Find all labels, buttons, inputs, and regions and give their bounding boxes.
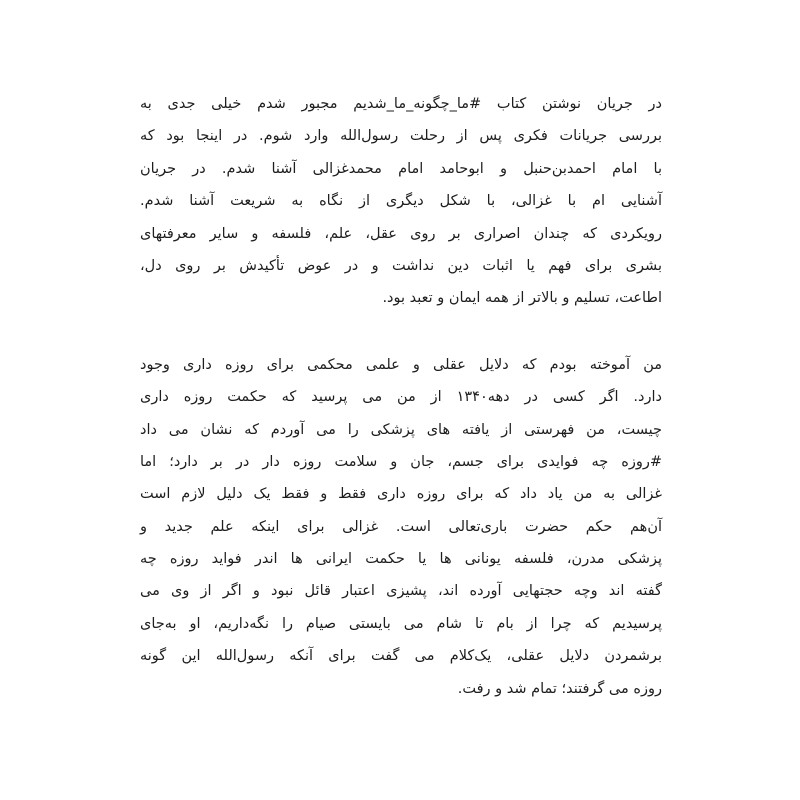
- text-line: من آموخته بودم که دلایل عقلی و علمی محکمی برای روزه داری وجود: [140, 356, 662, 373]
- text-line: #روزه چه فوایدی برای جسم، جان و سلامت روزه دار در بر دارد؛ اما: [140, 453, 662, 470]
- text-line: چیست، من فهرستی از یافته های پزشکی را می آوردم که نشان می داد: [140, 421, 662, 438]
- text-line: رویکردی که چندان اصراری بر روی عقل، علم، فلسفه و سایر معرفتهای: [140, 225, 662, 242]
- text-line: با امام احمدبن‌حنبل و ابوحامد امام محمدغزالی آشنا شدم. در جریان: [140, 160, 662, 177]
- text-line: آن‌هم حکم حضرت باری‌تعالی است. غزالی برای اینکه علم جدید و: [140, 518, 662, 535]
- text-line: دارد. اگر کسی در دهه۱۳۴۰ از من می پرسید که حکمت روزه داری: [140, 389, 662, 406]
- text-line: در جریان نوشتن کتاب #ما_چگونه_ما_شدیم مجبور شدم خیلی جدی به: [140, 96, 662, 112]
- paragraph-1: [140, 88, 662, 315]
- text-line: پزشکی مدرن، فلسفه یونانی ها یا حکمت ایرانی ها اندر فواید روزه چه: [140, 551, 662, 568]
- text-line: گفته اند وچه حجتهایی آورده اند، پشیزی اعتبار قائل نبود و اگر از وی می: [140, 583, 662, 600]
- text-line: آشنایی ام با غزالی، با شکل دیگری از نگاه به شریعت آشنا شدم.: [140, 193, 662, 210]
- text-line: روزه می گرفتند؛ تمام شد و رفت.: [457, 680, 662, 697]
- text-line: بررسی جریانات فکری پس از رحلت رسول‌الله وارد شوم. در اینجا بود که: [140, 128, 662, 145]
- paragraph-2: [140, 349, 662, 705]
- document-body: [140, 88, 662, 705]
- text-line: غزالی به من یاد داد که برای روزه داری فقط و فقط یک دلیل لازم است: [140, 486, 662, 503]
- text-line: پرسیدیم که چرا از بام تا شام می بایستی صیام را نگه‌داریم، او به‌جای: [140, 615, 662, 632]
- text-line: بشری برای فهم یا اثبات دین نداشت و در عوض تأکیدش بر روی دل،: [140, 257, 662, 274]
- text-line: برشمردن دلایل عقلی، یک‌کلام می گفت برای آنکه رسول‌الله این گونه: [140, 648, 662, 665]
- text-line: اطاعت، تسلیم و بالاتر از همه ایمان و تعبد بود.: [382, 290, 662, 307]
